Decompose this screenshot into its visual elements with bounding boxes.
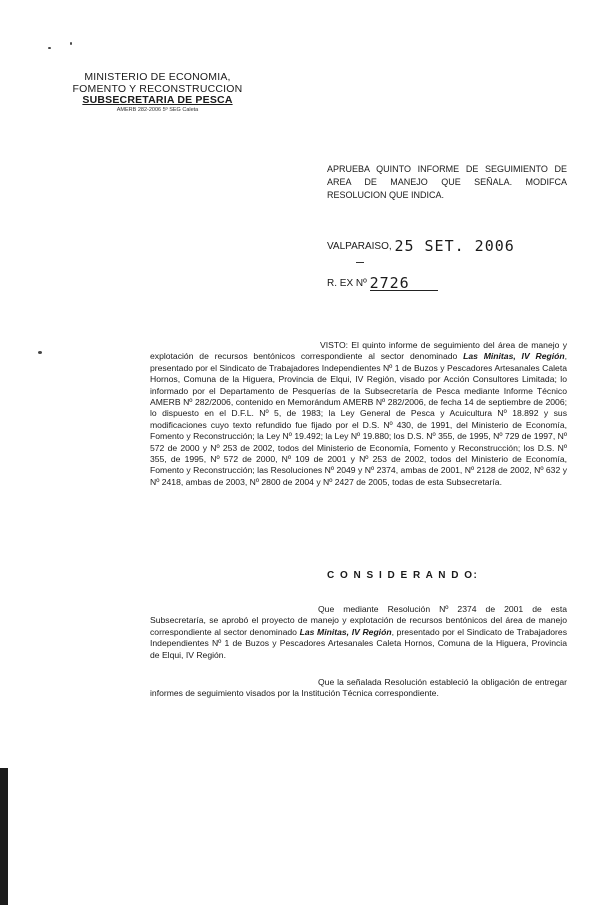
date-stamp: 25 SET. 2006 bbox=[394, 237, 515, 255]
resolution-label: R. EX Nº bbox=[327, 278, 367, 289]
ministry-name: MINISTERIO DE ECONOMIA, bbox=[84, 71, 231, 83]
dash-mark bbox=[356, 262, 364, 263]
cons1-sector: Las Minitas, IV Región bbox=[299, 626, 392, 637]
considerando-paragraph-2 bbox=[150, 677, 567, 700]
visto-paragraph bbox=[150, 340, 567, 488]
cons1-text-pre: Que mediante Resolución Nº 2374 de 2001 de esta Subsecretaría, se aprobó el proyecto de manejo y explotación de recursos bentónicos del área de manejo correspondiente al sector denominado bbox=[150, 604, 567, 637]
resolution-number: 2726 bbox=[369, 274, 410, 292]
considerando-heading: C O N S I D E R A N D O: bbox=[327, 570, 479, 581]
visto-text-pre: El quinto informe de seguimiento del área de manejo y explotación de recursos bentónicos correspondiente al sector denominado bbox=[150, 340, 567, 362]
place-label: VALPARAISO, bbox=[327, 241, 392, 252]
subsecretaria-name: SUBSECRETARIA DE PESCA bbox=[82, 94, 233, 106]
scan-margin-shadow bbox=[0, 768, 8, 905]
place-date bbox=[327, 235, 515, 253]
cons2-text: Que la señalada Resolución estableció la obligación de entregar informes de seguimiento visados por la Institución Técnica correspondiente. bbox=[150, 677, 567, 699]
resolution-subject: APRUEBA QUINTO INFORME DE SEGUIMIENTO DE AREA DE MANEJO QUE SEÑALA. MODIFCA RESOLUCION QUE INDICA. bbox=[327, 164, 567, 200]
ministry-name-cont: FOMENTO Y RECONSTRUCCION bbox=[72, 82, 243, 95]
scan-speck bbox=[48, 47, 51, 49]
scan-speck bbox=[38, 351, 42, 354]
considerando-paragraph-1 bbox=[150, 604, 567, 661]
visto-text-post: , presentado por el Sindicato de Trabajadores Independientes Nº 1 de Buzos y Pescadores Artesanales Caleta Hornos, Comuna de la Higuera, Provincia de Elqui, IV Región, visado por Acción Consultores Limitada; lo informado por el Departamento de Pesquerías de la Subsecretaría de Pesca mediante Informe Técnico AMERB Nº 282/2006, contenido en Memorándum AMERB Nº 282/2006, de fecha 14 de septiembre de 2006; lo dispuesto en el D.F.L. Nº 5, de 1983; la Ley General de Pesca y Acuicultura Nº 18.892 y sus modificaciones cuyo texto refundido fue fijado por el D.S. Nº 430, de 1991, del Ministerio de Economía, Fomento y Reconstrucción; la Ley Nº 19.492; la Ley Nº 19.880; los D.S. Nº 355, de 1995, Nº 729 de 1997, Nº 572 de 2000 y Nº 253 de 2002, todos del Ministerio de Economía, Fomento y Reconstrucción; los D.S. Nº 355, de 1995, Nº 572 de 2000, Nº 109 de 2001 y Nº 253 de 2002, todos del Ministerio de Economía, Fomento y Reconstrucción; las Resoluciones Nº 2049 y Nº 2374, ambas de 2001, Nº 2128 de 2002, Nº 632 y Nº 2418, ambas de 2003, Nº 2800 de 2004 y Nº 2427 de 2005, todas de esta Subsecretaría. bbox=[150, 351, 568, 487]
file-reference: AMERB 282-2006 5º SEG Caleta bbox=[116, 106, 199, 113]
cons1-text-post: , presentado por el Sindicato de Trabajadores Independientes Nº 1 de Buzos y Pescadores Artesanales Caleta Hornos, Comuna de la Higuera, Provincia de Elqui, IV Región. bbox=[150, 626, 567, 660]
scan-speck bbox=[70, 42, 72, 45]
ministry-header bbox=[70, 72, 245, 114]
visto-sector: Las Minitas, IV Región bbox=[463, 351, 565, 362]
resolution-number-line bbox=[327, 272, 438, 291]
visto-lead: VISTO: bbox=[320, 340, 349, 350]
